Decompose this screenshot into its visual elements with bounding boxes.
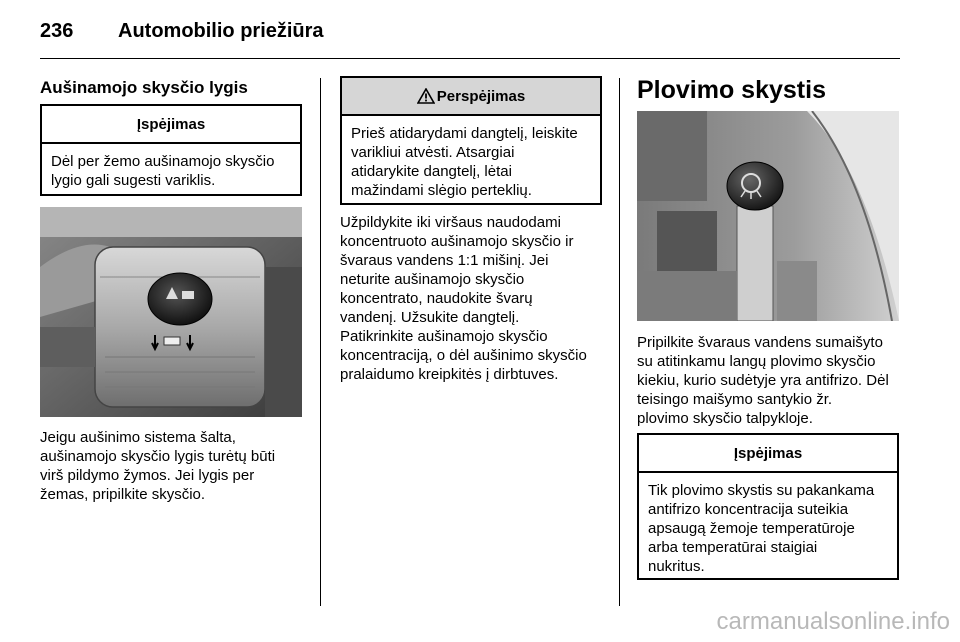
text-line: koncentraciją, o dėl aušinimo skysčio [340,347,587,364]
coolant-level-text [40,428,310,504]
notice-box-coolant [40,104,302,196]
text-line: koncentrato, naudokite švarų [340,290,533,307]
text-line: atidarykite dangtelį, lėtai [351,163,512,180]
text-line: Jeigu aušinimo sistema šalta, [40,429,236,446]
text-line: žemas, pripilkite skysčio. [40,486,206,503]
column-divider-1 [320,78,321,606]
warning-box-coolant [340,76,602,205]
text-line: arba temperatūrai staigiai [648,539,818,556]
page-title: Automobilio priežiūra [118,20,324,42]
page-number: 236 [40,20,74,42]
text-line: apsaugą žemoje temperatūroje [648,520,855,537]
text-line: pralaidumo kreipkitės į dirbtuves. [340,366,559,383]
warning-text [342,116,600,200]
washer-reservoir-illustration [637,111,899,321]
text-line: Patikrinkite aušinamojo skysčio [340,328,548,345]
text-line: teisingo maišymo santykio žr. [637,391,833,408]
notice-box-washer [637,433,899,580]
text-line: neturite aušinamojo skysčio [340,271,525,288]
header-rule [40,58,900,59]
column-divider-2 [619,78,620,606]
washer-reservoir-photo [637,111,899,321]
text-line: varikliui atvėsti. Atsargiai [351,144,515,161]
coolant-reservoir-illustration [40,207,302,417]
text-line: Prieš atidarydami dangtelį, leiskite [351,125,578,142]
notice-title: Įspėjimas [42,106,300,144]
text-line: Pripilkite švaraus vandens sumaišyto [637,334,883,351]
text-line: aušinamojo skysčio lygis turėtų būti [40,448,276,465]
text-line: švaraus vandens 1:1 mišinį. Jei [340,252,549,269]
text-line: kiekiu, kurio sudėtyje yra antifrizo. Dėl [637,372,889,389]
washer-fluid-text [637,333,907,428]
text-line: nukritus. [648,558,705,575]
text-line: plovimo skysčio talpykloje. [637,410,813,427]
text-line: Užpildykite iki viršaus naudodami [340,214,561,231]
text-line: mažindami slėgio perteklių. [351,182,532,199]
coolant-fill-text [340,213,610,384]
warning-title: Perspėjimas [436,87,526,105]
watermark: carmanualsonline.info [716,608,950,635]
text-line: koncentruoto aušinamojo skysčio ir [340,233,574,250]
text-line: virš pildymo žymos. Jei lygis per [40,467,255,484]
notice-title: Įspėjimas [639,435,897,473]
notice-text [639,473,897,576]
text-line: Tik plovimo skystis su pakankama [648,482,875,499]
warning-title-bar [342,78,600,116]
warning-triangle-icon [417,88,435,104]
coolant-reservoir-photo [40,207,302,417]
notice-text: Dėl per žemo aušinamojo skysčio lygio gali sugesti variklis. [51,153,275,189]
text-line: su atitinkamu langų plovimo skysčio [637,353,876,370]
section-heading-washer: Plovimo skystis [637,76,826,104]
section-heading-coolant: Aušinamojo skysčio lygis [40,78,248,97]
text-line: vandenį. Užsukite dangtelį. [340,309,520,326]
text-line: antifrizo koncentracija suteikia [648,501,849,518]
